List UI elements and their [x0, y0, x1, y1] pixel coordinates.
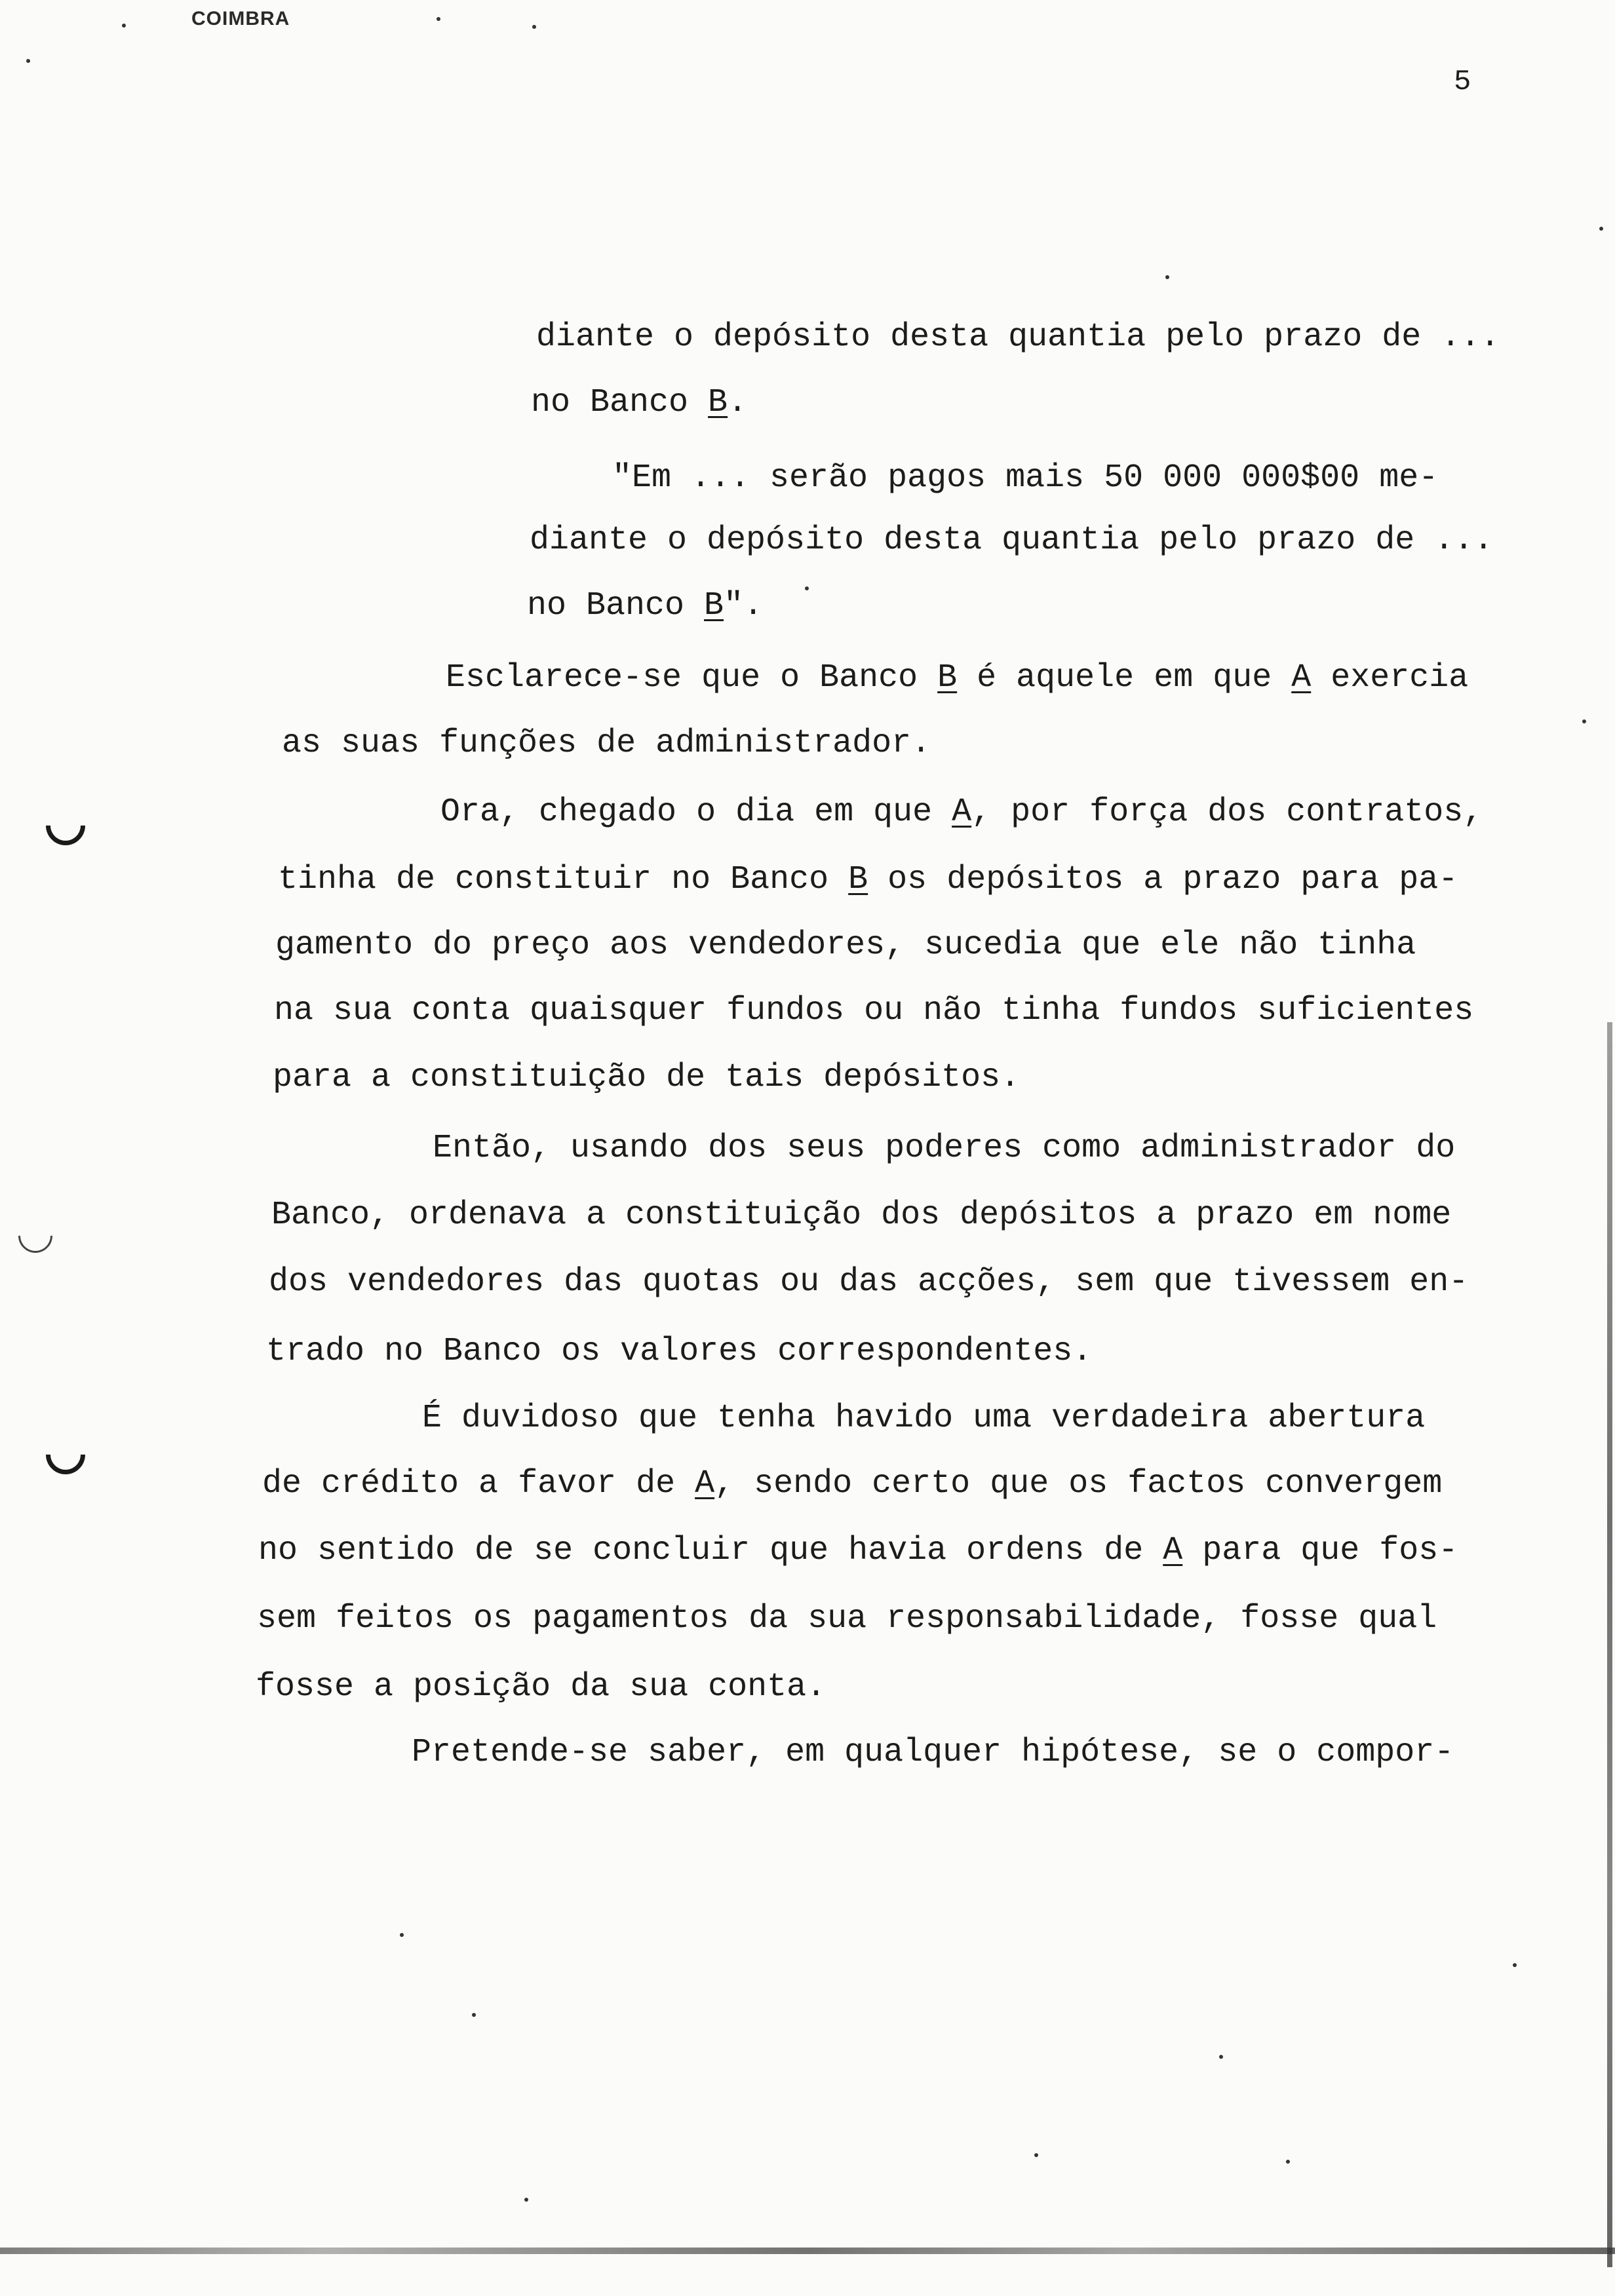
- text-line: diante o depósito desta quantia pelo prazo de ...: [530, 522, 1494, 559]
- scan-speck: [437, 17, 440, 21]
- text-line: fosse a posição da sua conta.: [256, 1668, 827, 1706]
- scan-speck: [1286, 2160, 1290, 2164]
- text-line: na sua conta quaisquer fundos ou não tinha fundos suficientes: [274, 992, 1474, 1029]
- scan-speck: [1599, 227, 1603, 231]
- scan-speck: [532, 25, 536, 29]
- text-line: tinha de constituir no Banco B os depósitos a prazo para pa-: [278, 861, 1458, 898]
- scan-speck: [805, 586, 809, 590]
- scan-speck: [1034, 2153, 1038, 2157]
- text-line: gamento do preço aos vendedores, sucedia que ele não tinha: [275, 927, 1416, 964]
- text-line: sem feitos os pagamentos da sua responsabilidade, fosse qual: [257, 1600, 1437, 1637]
- punch-hole-mark: [38, 798, 94, 854]
- scan-speck: [524, 2198, 528, 2202]
- text-line: Pretende-se saber, em qualquer hipótese, se o compor-: [412, 1734, 1454, 1771]
- scan-speck: [1165, 275, 1169, 279]
- text-line: trado no Banco os valores correspondentes.: [266, 1333, 1093, 1370]
- text-line: Banco, ordenava a constituição dos depósitos a prazo em nome: [271, 1196, 1452, 1234]
- scan-speck: [472, 2013, 476, 2017]
- text-line: "Em ... serão pagos mais 50 000 000$00 me-: [612, 459, 1439, 497]
- scan-edge-bottom: [0, 2248, 1615, 2254]
- text-line: Ora, chegado o dia em que A, por força dos contratos,: [440, 794, 1483, 831]
- text-line: no Banco B".: [527, 587, 764, 624]
- text-line: Então, usando dos seus poderes como administrador do: [433, 1130, 1456, 1167]
- text-line: diante o depósito desta quantia pelo prazo de ...: [536, 318, 1500, 356]
- text-line: para a constituição de tais depósitos.: [273, 1059, 1021, 1096]
- scan-edge-right: [1607, 1022, 1612, 2267]
- scan-speck: [122, 24, 126, 28]
- page-number: 5: [1454, 66, 1471, 98]
- text-line: no Banco B.: [531, 384, 748, 421]
- header-stamp: COIMBRA: [191, 8, 290, 29]
- scan-speck: [26, 59, 30, 63]
- text-line: dos vendedores das quotas ou das acções, sem que tivessem en-: [269, 1263, 1469, 1301]
- scan-speck: [1219, 2055, 1223, 2059]
- punch-hole-mark: [11, 1212, 60, 1260]
- text-line: de crédito a favor de A, sendo certo que os factos convergem: [262, 1465, 1443, 1502]
- text-line: no sentido de se concluir que havia ordens de A para que fos-: [258, 1532, 1458, 1569]
- text-line: É duvidoso que tenha havido uma verdadeira abertura: [422, 1400, 1426, 1437]
- punch-hole-mark: [38, 1427, 94, 1483]
- text-line: as suas funções de administrador.: [282, 725, 931, 762]
- text-line: Esclarece-se que o Banco B é aquele em que A exercia: [446, 659, 1469, 697]
- scan-speck: [1513, 1963, 1517, 1967]
- scan-speck: [400, 1933, 404, 1937]
- scan-speck: [1582, 719, 1586, 723]
